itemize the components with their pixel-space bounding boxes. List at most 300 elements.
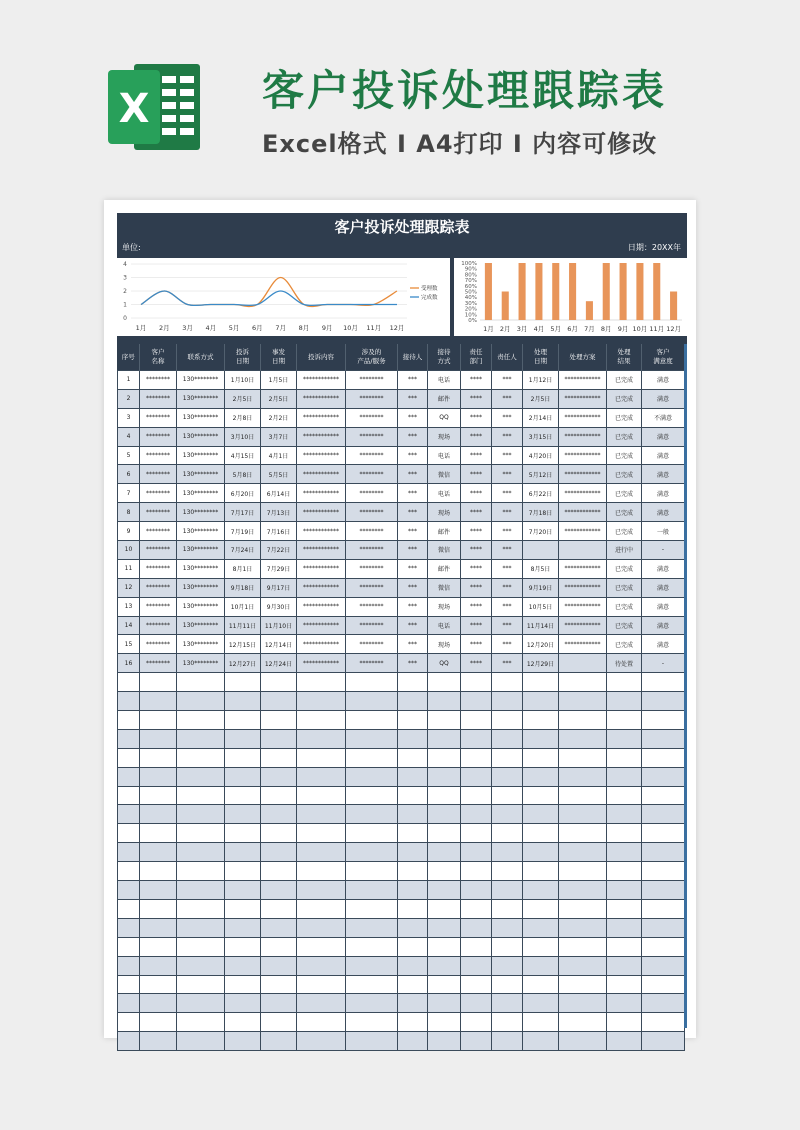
table-cell[interactable]	[559, 975, 607, 994]
table-cell[interactable]	[225, 881, 261, 900]
table-cell[interactable]: 已完成	[607, 635, 642, 654]
table-cell[interactable]	[346, 937, 398, 956]
table-cell[interactable]	[461, 1032, 492, 1051]
table-cell[interactable]: 2月5日	[261, 389, 297, 408]
table-cell[interactable]	[523, 786, 559, 805]
table-cell[interactable]	[461, 805, 492, 824]
table-cell[interactable]: ************	[559, 635, 607, 654]
table-cell[interactable]	[177, 692, 225, 711]
table-cell[interactable]	[398, 843, 428, 862]
table-cell[interactable]	[607, 881, 642, 900]
table-cell[interactable]: ************	[559, 578, 607, 597]
table-cell[interactable]: ********	[140, 427, 177, 446]
table-cell[interactable]	[118, 729, 140, 748]
table-cell[interactable]	[398, 767, 428, 786]
table-cell[interactable]: 1	[118, 371, 140, 390]
table-cell[interactable]	[261, 767, 297, 786]
table-cell[interactable]: ****	[461, 522, 492, 541]
table-cell[interactable]	[261, 918, 297, 937]
table-cell[interactable]	[297, 786, 346, 805]
table-cell[interactable]: ***	[492, 635, 523, 654]
table-cell[interactable]	[559, 843, 607, 862]
table-cell[interactable]: 12月14日	[261, 635, 297, 654]
table-cell[interactable]	[346, 918, 398, 937]
table-cell[interactable]	[559, 673, 607, 692]
table-cell[interactable]: 已完成	[607, 389, 642, 408]
table-cell[interactable]: ****	[461, 389, 492, 408]
table-cell[interactable]: ***	[492, 597, 523, 616]
table-cell[interactable]	[642, 748, 685, 767]
table-cell[interactable]: 5月12日	[523, 465, 559, 484]
table-cell[interactable]: ************	[559, 371, 607, 390]
table-cell[interactable]: 6月20日	[225, 484, 261, 503]
table-cell[interactable]: 已完成	[607, 578, 642, 597]
table-cell[interactable]	[607, 937, 642, 956]
table-cell[interactable]: 满意	[642, 446, 685, 465]
table-cell[interactable]: ****	[461, 578, 492, 597]
table-cell[interactable]: ***	[492, 522, 523, 541]
table-cell[interactable]: 130********	[177, 635, 225, 654]
table-cell[interactable]: 15	[118, 635, 140, 654]
table-cell[interactable]	[177, 711, 225, 730]
table-cell[interactable]	[140, 673, 177, 692]
table-cell[interactable]	[297, 975, 346, 994]
table-cell[interactable]	[559, 881, 607, 900]
table-cell[interactable]	[118, 767, 140, 786]
table-cell[interactable]: ***	[492, 446, 523, 465]
table-cell[interactable]: ****	[461, 616, 492, 635]
table-cell[interactable]	[261, 824, 297, 843]
table-cell[interactable]: 130********	[177, 408, 225, 427]
table-cell[interactable]	[261, 937, 297, 956]
table-cell[interactable]: ***	[398, 522, 428, 541]
table-cell[interactable]	[428, 975, 461, 994]
table-cell[interactable]	[607, 711, 642, 730]
table-cell[interactable]: 9	[118, 522, 140, 541]
table-cell[interactable]: ****	[461, 597, 492, 616]
table-cell[interactable]: 满意	[642, 484, 685, 503]
table-cell[interactable]	[607, 805, 642, 824]
table-cell[interactable]	[559, 956, 607, 975]
table-cell[interactable]: ************	[297, 578, 346, 597]
table-cell[interactable]	[559, 729, 607, 748]
table-cell[interactable]: 11	[118, 559, 140, 578]
table-cell[interactable]: ************	[297, 597, 346, 616]
table-cell[interactable]	[225, 729, 261, 748]
table-cell[interactable]	[225, 937, 261, 956]
table-cell[interactable]	[398, 956, 428, 975]
table-cell[interactable]	[140, 956, 177, 975]
table-cell[interactable]	[642, 881, 685, 900]
table-cell[interactable]: ********	[346, 465, 398, 484]
table-cell[interactable]: 11月14日	[523, 616, 559, 635]
table-cell[interactable]: 已完成	[607, 616, 642, 635]
table-cell[interactable]	[346, 1032, 398, 1051]
table-cell[interactable]: ************	[297, 654, 346, 673]
table-cell[interactable]	[297, 881, 346, 900]
table-cell[interactable]: ************	[297, 635, 346, 654]
table-cell[interactable]	[559, 786, 607, 805]
table-cell[interactable]: ***	[398, 503, 428, 522]
table-cell[interactable]	[118, 899, 140, 918]
table-cell[interactable]	[297, 1032, 346, 1051]
table-cell[interactable]	[492, 899, 523, 918]
table-cell[interactable]	[346, 729, 398, 748]
table-cell[interactable]	[177, 956, 225, 975]
table-cell[interactable]: 7月19日	[225, 522, 261, 541]
table-cell[interactable]: ************	[297, 427, 346, 446]
table-cell[interactable]: ********	[140, 559, 177, 578]
table-cell[interactable]	[607, 918, 642, 937]
table-cell[interactable]: -	[642, 541, 685, 560]
table-cell[interactable]	[261, 862, 297, 881]
table-cell[interactable]: ********	[346, 446, 398, 465]
table-cell[interactable]: ****	[461, 503, 492, 522]
table-cell[interactable]: ****	[461, 559, 492, 578]
table-cell[interactable]	[492, 1013, 523, 1032]
table-cell[interactable]	[523, 937, 559, 956]
table-cell[interactable]	[118, 748, 140, 767]
table-cell[interactable]	[177, 805, 225, 824]
table-cell[interactable]	[642, 711, 685, 730]
table-cell[interactable]	[118, 862, 140, 881]
table-cell[interactable]: ********	[346, 635, 398, 654]
table-cell[interactable]: ***	[398, 389, 428, 408]
table-cell[interactable]	[177, 767, 225, 786]
table-cell[interactable]: QQ	[428, 654, 461, 673]
table-cell[interactable]	[225, 711, 261, 730]
table-cell[interactable]	[261, 881, 297, 900]
table-cell[interactable]	[297, 899, 346, 918]
table-cell[interactable]	[461, 692, 492, 711]
table-cell[interactable]	[346, 748, 398, 767]
table-cell[interactable]	[559, 899, 607, 918]
table-cell[interactable]	[398, 918, 428, 937]
table-cell[interactable]: ************	[559, 503, 607, 522]
table-cell[interactable]: 11月10日	[261, 616, 297, 635]
table-cell[interactable]	[177, 729, 225, 748]
table-cell[interactable]	[177, 843, 225, 862]
table-cell[interactable]	[261, 711, 297, 730]
table-cell[interactable]	[225, 748, 261, 767]
table-cell[interactable]: ********	[140, 446, 177, 465]
table-cell[interactable]: ***	[398, 371, 428, 390]
table-cell[interactable]: QQ	[428, 408, 461, 427]
table-cell[interactable]	[607, 899, 642, 918]
table-cell[interactable]	[559, 805, 607, 824]
table-cell[interactable]	[140, 692, 177, 711]
table-cell[interactable]	[461, 975, 492, 994]
table-cell[interactable]	[398, 824, 428, 843]
table-cell[interactable]	[428, 899, 461, 918]
table-cell[interactable]	[607, 994, 642, 1013]
table-cell[interactable]	[492, 1032, 523, 1051]
table-cell[interactable]: ***	[398, 616, 428, 635]
table-cell[interactable]: ********	[140, 541, 177, 560]
table-cell[interactable]	[140, 805, 177, 824]
table-cell[interactable]: 130********	[177, 578, 225, 597]
table-cell[interactable]: ********	[346, 578, 398, 597]
table-cell[interactable]	[140, 975, 177, 994]
table-cell[interactable]: 7月22日	[261, 541, 297, 560]
table-cell[interactable]: 满意	[642, 616, 685, 635]
table-cell[interactable]: ********	[140, 578, 177, 597]
table-cell[interactable]	[492, 805, 523, 824]
table-cell[interactable]: 2月14日	[523, 408, 559, 427]
table-cell[interactable]	[642, 975, 685, 994]
table-cell[interactable]	[346, 1013, 398, 1032]
table-cell[interactable]: ***	[398, 465, 428, 484]
table-cell[interactable]	[225, 843, 261, 862]
table-cell[interactable]	[523, 541, 559, 560]
table-cell[interactable]	[523, 729, 559, 748]
table-cell[interactable]: 满意	[642, 503, 685, 522]
table-cell[interactable]	[461, 1013, 492, 1032]
table-cell[interactable]	[492, 881, 523, 900]
table-cell[interactable]	[523, 862, 559, 881]
table-cell[interactable]	[607, 824, 642, 843]
table-cell[interactable]	[118, 805, 140, 824]
table-cell[interactable]	[225, 673, 261, 692]
table-cell[interactable]: 已完成	[607, 371, 642, 390]
table-cell[interactable]	[225, 824, 261, 843]
table-cell[interactable]: 130********	[177, 559, 225, 578]
table-cell[interactable]	[559, 918, 607, 937]
table-cell[interactable]	[492, 994, 523, 1013]
table-cell[interactable]	[140, 899, 177, 918]
table-cell[interactable]	[461, 862, 492, 881]
table-cell[interactable]: ***	[492, 654, 523, 673]
table-cell[interactable]: 6月14日	[261, 484, 297, 503]
table-cell[interactable]	[225, 805, 261, 824]
table-cell[interactable]	[398, 899, 428, 918]
table-cell[interactable]	[140, 1032, 177, 1051]
table-cell[interactable]: ************	[559, 389, 607, 408]
table-cell[interactable]	[428, 729, 461, 748]
table-cell[interactable]: 130********	[177, 389, 225, 408]
table-cell[interactable]: 12	[118, 578, 140, 597]
table-cell[interactable]: ********	[346, 371, 398, 390]
table-cell[interactable]: 现场	[428, 503, 461, 522]
table-cell[interactable]	[140, 824, 177, 843]
table-cell[interactable]	[140, 729, 177, 748]
table-cell[interactable]	[261, 786, 297, 805]
table-cell[interactable]	[177, 786, 225, 805]
table-cell[interactable]: 5月5日	[261, 465, 297, 484]
table-cell[interactable]	[225, 767, 261, 786]
table-cell[interactable]	[177, 862, 225, 881]
table-cell[interactable]: ********	[140, 465, 177, 484]
table-cell[interactable]	[346, 824, 398, 843]
table-cell[interactable]: 满意	[642, 597, 685, 616]
table-cell[interactable]	[225, 786, 261, 805]
table-cell[interactable]	[461, 937, 492, 956]
table-cell[interactable]: 1月12日	[523, 371, 559, 390]
table-cell[interactable]	[642, 937, 685, 956]
table-cell[interactable]: 电话	[428, 484, 461, 503]
table-cell[interactable]	[398, 1013, 428, 1032]
table-cell[interactable]: 一般	[642, 522, 685, 541]
table-cell[interactable]	[177, 1013, 225, 1032]
table-cell[interactable]	[523, 711, 559, 730]
table-cell[interactable]: 6月22日	[523, 484, 559, 503]
table-cell[interactable]	[642, 956, 685, 975]
table-cell[interactable]: 9月17日	[261, 578, 297, 597]
table-cell[interactable]	[118, 937, 140, 956]
table-cell[interactable]	[428, 805, 461, 824]
table-cell[interactable]	[642, 862, 685, 881]
table-cell[interactable]: 已完成	[607, 427, 642, 446]
table-cell[interactable]: 7月18日	[523, 503, 559, 522]
table-cell[interactable]: 现场	[428, 427, 461, 446]
table-cell[interactable]: ************	[297, 389, 346, 408]
table-cell[interactable]	[140, 937, 177, 956]
table-cell[interactable]	[523, 767, 559, 786]
table-cell[interactable]	[398, 729, 428, 748]
table-cell[interactable]	[177, 673, 225, 692]
table-cell[interactable]	[523, 1032, 559, 1051]
table-cell[interactable]: ************	[297, 559, 346, 578]
table-cell[interactable]	[118, 711, 140, 730]
table-cell[interactable]: ***	[492, 484, 523, 503]
table-cell[interactable]	[461, 843, 492, 862]
table-cell[interactable]: 5月8日	[225, 465, 261, 484]
table-cell[interactable]	[492, 673, 523, 692]
table-cell[interactable]: 7月20日	[523, 522, 559, 541]
table-cell[interactable]: 2	[118, 389, 140, 408]
table-cell[interactable]	[118, 881, 140, 900]
table-cell[interactable]	[177, 824, 225, 843]
table-cell[interactable]	[346, 862, 398, 881]
table-cell[interactable]	[261, 748, 297, 767]
table-cell[interactable]	[297, 748, 346, 767]
table-cell[interactable]	[261, 843, 297, 862]
table-cell[interactable]: ************	[559, 559, 607, 578]
table-cell[interactable]	[346, 956, 398, 975]
table-cell[interactable]: ***	[492, 389, 523, 408]
table-cell[interactable]	[607, 748, 642, 767]
table-cell[interactable]: 电话	[428, 616, 461, 635]
table-cell[interactable]	[398, 881, 428, 900]
table-cell[interactable]: 130********	[177, 541, 225, 560]
table-cell[interactable]: 14	[118, 616, 140, 635]
table-cell[interactable]	[607, 767, 642, 786]
table-cell[interactable]: 9月30日	[261, 597, 297, 616]
table-cell[interactable]: 12月24日	[261, 654, 297, 673]
table-cell[interactable]: 已完成	[607, 484, 642, 503]
table-cell[interactable]	[398, 692, 428, 711]
table-cell[interactable]: ********	[140, 389, 177, 408]
table-cell[interactable]	[559, 692, 607, 711]
table-cell[interactable]	[523, 975, 559, 994]
table-cell[interactable]	[461, 899, 492, 918]
table-cell[interactable]: 微信	[428, 465, 461, 484]
table-cell[interactable]	[346, 673, 398, 692]
table-cell[interactable]	[297, 767, 346, 786]
table-cell[interactable]: 2月5日	[225, 389, 261, 408]
table-cell[interactable]	[428, 843, 461, 862]
table-cell[interactable]	[140, 786, 177, 805]
table-cell[interactable]	[607, 843, 642, 862]
table-cell[interactable]: 微信	[428, 541, 461, 560]
table-cell[interactable]	[177, 918, 225, 937]
table-cell[interactable]: ***	[492, 559, 523, 578]
table-cell[interactable]	[492, 786, 523, 805]
table-cell[interactable]: 8月1日	[225, 559, 261, 578]
table-cell[interactable]: ********	[140, 654, 177, 673]
table-cell[interactable]: ********	[346, 559, 398, 578]
table-cell[interactable]: ************	[559, 446, 607, 465]
table-cell[interactable]	[225, 899, 261, 918]
table-cell[interactable]	[492, 918, 523, 937]
table-cell[interactable]	[346, 975, 398, 994]
table-cell[interactable]	[642, 786, 685, 805]
table-cell[interactable]: ********	[346, 389, 398, 408]
table-cell[interactable]	[461, 824, 492, 843]
table-cell[interactable]	[559, 1032, 607, 1051]
table-cell[interactable]	[642, 918, 685, 937]
table-cell[interactable]: 邮件	[428, 389, 461, 408]
table-cell[interactable]	[461, 918, 492, 937]
table-cell[interactable]: 10月1日	[225, 597, 261, 616]
table-cell[interactable]	[118, 786, 140, 805]
table-cell[interactable]: ***	[398, 427, 428, 446]
table-cell[interactable]: 7月29日	[261, 559, 297, 578]
table-cell[interactable]: ***	[492, 371, 523, 390]
table-cell[interactable]	[177, 899, 225, 918]
table-cell[interactable]	[346, 994, 398, 1013]
table-cell[interactable]: 130********	[177, 654, 225, 673]
table-cell[interactable]: 12月27日	[225, 654, 261, 673]
table-cell[interactable]: 现场	[428, 597, 461, 616]
table-cell[interactable]: ****	[461, 371, 492, 390]
table-cell[interactable]: 电话	[428, 446, 461, 465]
table-cell[interactable]	[461, 786, 492, 805]
table-cell[interactable]	[346, 881, 398, 900]
table-cell[interactable]	[642, 843, 685, 862]
table-cell[interactable]: ************	[297, 616, 346, 635]
table-cell[interactable]: 满意	[642, 389, 685, 408]
table-cell[interactable]	[140, 767, 177, 786]
table-cell[interactable]	[428, 824, 461, 843]
table-cell[interactable]: 已完成	[607, 503, 642, 522]
table-cell[interactable]: 满意	[642, 371, 685, 390]
table-cell[interactable]: 130********	[177, 503, 225, 522]
table-cell[interactable]	[346, 805, 398, 824]
table-cell[interactable]: 4月20日	[523, 446, 559, 465]
table-cell[interactable]	[607, 786, 642, 805]
table-cell[interactable]	[225, 692, 261, 711]
table-cell[interactable]: ***	[492, 408, 523, 427]
table-cell[interactable]: 1月5日	[261, 371, 297, 390]
table-cell[interactable]: ********	[346, 541, 398, 560]
table-cell[interactable]: 满意	[642, 465, 685, 484]
table-cell[interactable]: 130********	[177, 371, 225, 390]
table-cell[interactable]: 已完成	[607, 408, 642, 427]
table-cell[interactable]	[140, 711, 177, 730]
table-cell[interactable]	[297, 937, 346, 956]
table-cell[interactable]	[642, 692, 685, 711]
table-cell[interactable]: 6	[118, 465, 140, 484]
table-cell[interactable]: 满意	[642, 427, 685, 446]
table-cell[interactable]	[492, 711, 523, 730]
table-cell[interactable]: ***	[398, 446, 428, 465]
table-cell[interactable]	[492, 843, 523, 862]
table-cell[interactable]	[297, 843, 346, 862]
table-cell[interactable]: ************	[559, 465, 607, 484]
table-cell[interactable]	[523, 805, 559, 824]
table-cell[interactable]: ********	[346, 654, 398, 673]
